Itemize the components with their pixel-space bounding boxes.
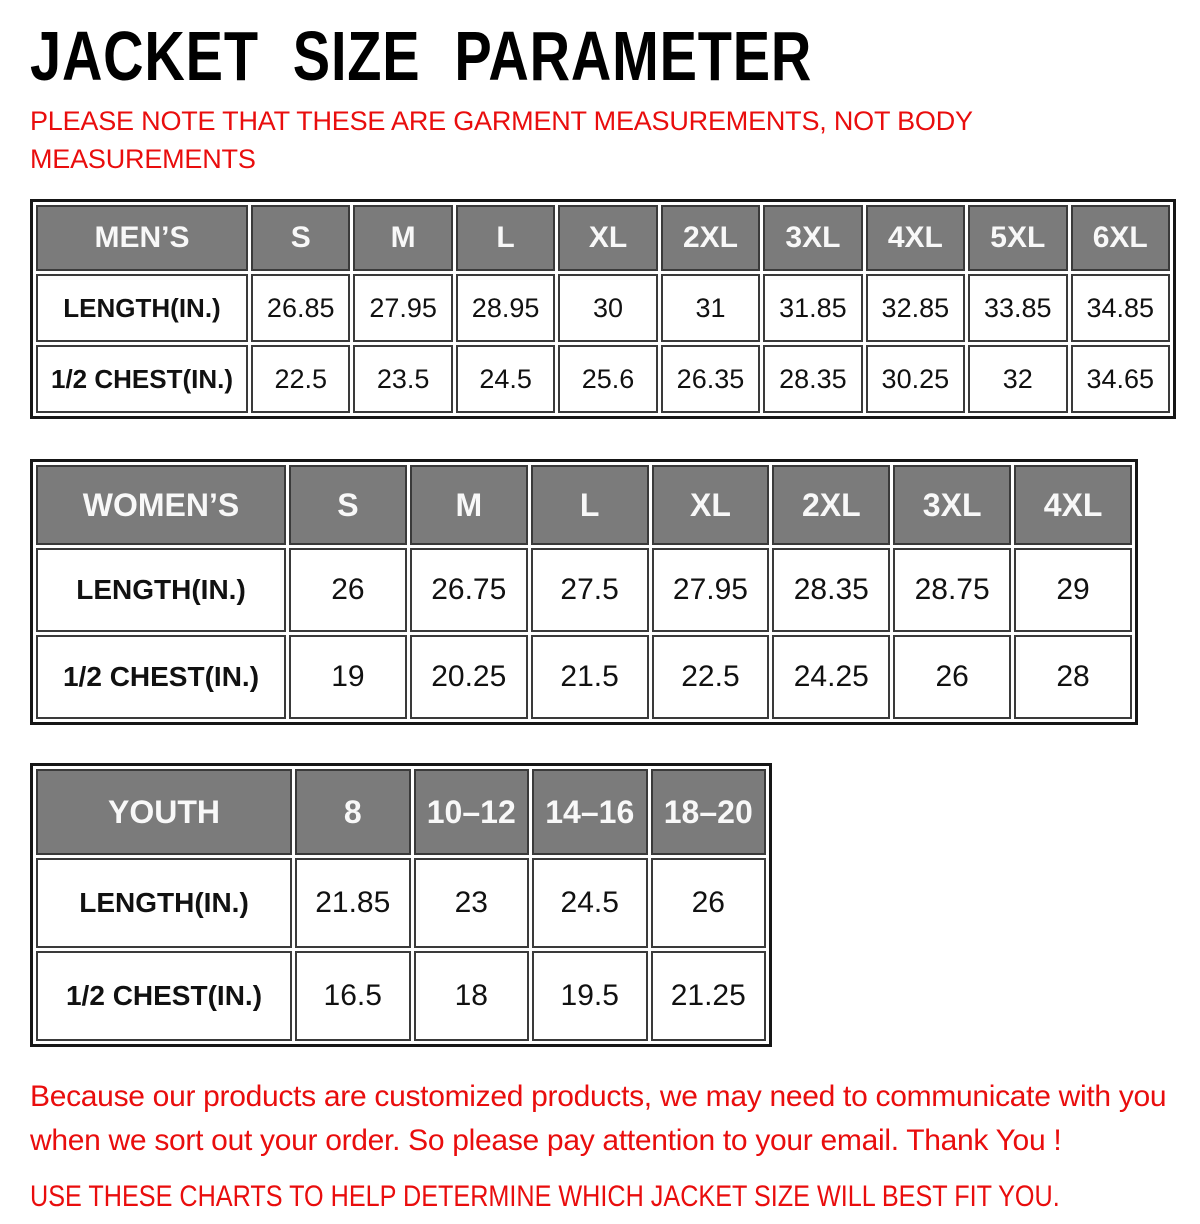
mens-size-table [30,199,1176,419]
measurement-value-cell: 28.35 [763,345,862,413]
youth-size-header-cell: 8 [295,769,411,855]
mens-size-header-cell: XL [558,205,657,271]
measurement-value-cell: 21.5 [531,635,649,719]
mens-table-row [36,345,1170,413]
size-chart-page [0,17,1200,1224]
womens-size-header-cell: 4XL [1014,465,1132,545]
measurement-value-cell: 19 [289,635,407,719]
measurement-value-cell: 28.95 [456,274,555,342]
text-line: when we sort out your order. So please pay attention to your email. Thank You ! [30,1124,1062,1157]
text-line: Because our products are customized products, we may need to communicate with you [30,1080,1167,1113]
measurement-value-cell: 30.25 [866,345,965,413]
row-label-cell: 1/2 CHEST(IN.) [36,345,248,413]
womens-size-header-cell: L [531,465,649,545]
measurement-value-cell: 25.6 [558,345,657,413]
measurement-value-cell: 21.85 [295,858,411,948]
womens-size-header-cell: S [289,465,407,545]
measurement-value-cell: 24.5 [532,858,648,948]
youth-size-table [30,763,772,1047]
womens-table-row [36,635,1132,719]
measurement-value-cell: 21.25 [651,951,767,1041]
measurement-value-cell: 20.25 [410,635,528,719]
measurement-value-cell: 19.5 [532,951,648,1041]
mens-header-row [36,205,1170,271]
mens-size-header-cell: 3XL [763,205,862,271]
measurement-value-cell: 28 [1014,635,1132,719]
mens-size-header-cell: 6XL [1071,205,1171,271]
mens-size-header-cell: 5XL [968,205,1067,271]
measurement-value-cell: 31 [661,274,760,342]
womens-size-header-cell: 3XL [893,465,1011,545]
womens-size-header-cell: M [410,465,528,545]
chart-usage-note: USE THESE CHARTS TO HELP DETERMINE WHICH JACKET SIZE WILL BEST FIT YOU. [30,1180,1060,1213]
youth-table-row [36,951,766,1041]
measurement-value-cell: 31.85 [763,274,862,342]
row-label-cell: 1/2 CHEST(IN.) [36,951,292,1041]
womens-size-header-cell: 2XL [772,465,890,545]
measurement-value-cell: 24.25 [772,635,890,719]
row-label-cell: LENGTH(IN.) [36,548,286,632]
row-label-cell: 1/2 CHEST(IN.) [36,635,286,719]
measurement-value-cell: 34.85 [1071,274,1171,342]
row-label-cell: LENGTH(IN.) [36,274,248,342]
womens-size-table [30,459,1138,725]
page-title: JACKET SIZE PARAMETER [30,17,813,95]
youth-size-header-cell: 10–12 [414,769,530,855]
youth-size-header-cell: 14–16 [532,769,648,855]
mens-size-header-cell: 2XL [661,205,760,271]
measurement-value-cell: 23.5 [353,345,452,413]
measurement-value-cell: 26.85 [251,274,350,342]
mens-size-header-cell: 4XL [866,205,965,271]
measurement-value-cell: 26 [893,635,1011,719]
womens-table-title-cell: WOMEN’S [36,465,286,545]
measurement-value-cell: 27.95 [652,548,770,632]
youth-header-row [36,769,766,855]
womens-table-row [36,548,1132,632]
measurement-value-cell: 26.35 [661,345,760,413]
measurement-value-cell: 18 [414,951,530,1041]
youth-table-title-cell: YOUTH [36,769,292,855]
measurement-value-cell: 30 [558,274,657,342]
text-line: PLEASE NOTE THAT THESE ARE GARMENT MEASUREMENTS, NOT BODY [30,106,973,136]
womens-header-row [36,465,1132,545]
measurement-value-cell: 26.75 [410,548,528,632]
measurement-value-cell: 24.5 [456,345,555,413]
mens-size-header-cell: S [251,205,350,271]
measurement-value-cell: 32 [968,345,1067,413]
mens-size-header-cell: M [353,205,452,271]
measurement-value-cell: 26 [289,548,407,632]
measurement-value-cell: 29 [1014,548,1132,632]
measurement-value-cell: 28.35 [772,548,890,632]
measurement-value-cell: 32.85 [866,274,965,342]
womens-size-header-cell: XL [652,465,770,545]
row-label-cell: LENGTH(IN.) [36,858,292,948]
mens-table-row [36,274,1170,342]
measurement-value-cell: 16.5 [295,951,411,1041]
measurement-value-cell: 22.5 [251,345,350,413]
garment-measurement-note [30,102,1200,178]
measurement-value-cell: 23 [414,858,530,948]
measurement-value-cell: 27.5 [531,548,649,632]
customization-notice [30,1075,1200,1163]
mens-table-title-cell: MEN’S [36,205,248,271]
youth-size-header-cell: 18–20 [651,769,767,855]
measurement-value-cell: 26 [651,858,767,948]
measurement-value-cell: 28.75 [893,548,1011,632]
measurement-value-cell: 22.5 [652,635,770,719]
measurement-value-cell: 33.85 [968,274,1067,342]
youth-table-row [36,858,766,948]
text-line: MEASUREMENTS [30,144,256,174]
mens-size-header-cell: L [456,205,555,271]
measurement-value-cell: 27.95 [353,274,452,342]
measurement-value-cell: 34.65 [1071,345,1171,413]
